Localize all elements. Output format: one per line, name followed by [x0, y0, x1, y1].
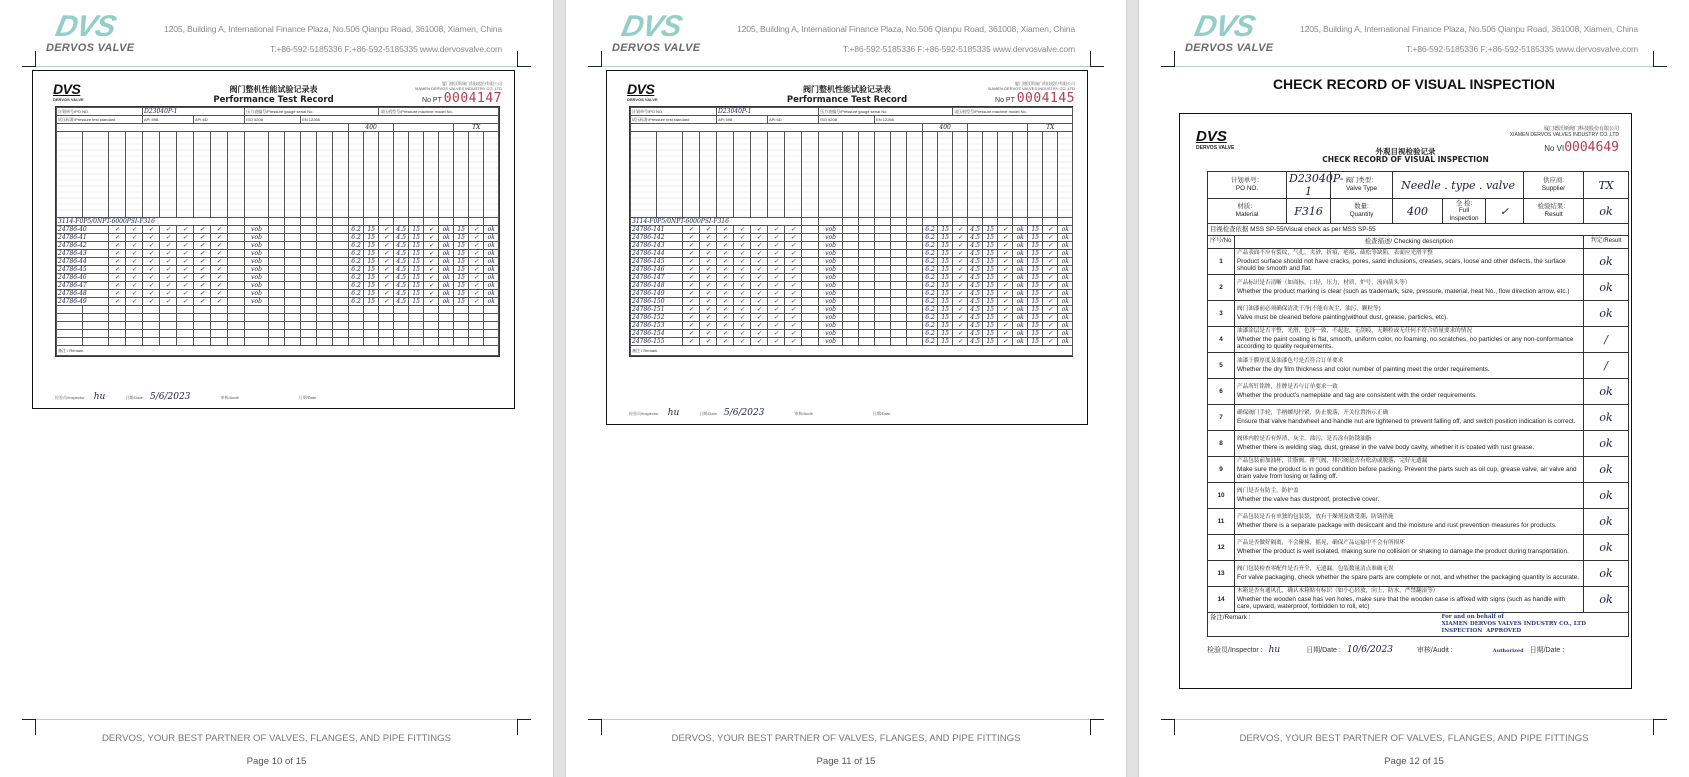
- table-row: 24786-150 ✓ ✓ ✓ ✓ ✓ ✓ ✓ vob 6.2 15 ✓ 4.5 15 ✓ ok 15 ✓ ok: [631, 298, 1073, 306]
- empty-row: [57, 306, 499, 314]
- standard-row: 试压标准/Pressure test standard API 598 API 6D ISO 5208 EN 12266: [631, 116, 1073, 124]
- po-value: D23040P-1: [717, 108, 819, 116]
- performance-test-record-scan: [32, 70, 515, 409]
- record-company: 厦门德沃斯阀门科技股份有限公司 XIAMEN DERVOS VALVES INDUSTRY CO.,LTD: [414, 81, 502, 91]
- footer-slogan: DERVOS, YOUR BEST PARTNER OF VALVES, FLANGES, AND PIPE FITTINGS: [1239, 733, 1589, 744]
- dervos-logo: DVS DERVOS VALVE: [612, 10, 701, 54]
- dervos-logo: DVS DERVOS VALVE: [46, 10, 135, 54]
- table-row: 24786-145 ✓ ✓ ✓ ✓ ✓ ✓ ✓ vob 6.2 15 ✓ 4.5 15 ✓ ok 15 ✓ ok: [631, 258, 1073, 266]
- checklist-item: 12 产品是否做好隔离，不会碰撞，摇晃，确保产品运输中不会有所损坏 Whether the product is well isolated, making sure no collision or shaking to damage the product during transportation. ok: [1208, 535, 1629, 561]
- visual-check-table: [1207, 171, 1629, 637]
- standard-option: ISO 5208: [245, 116, 301, 124]
- table-row: 24786-42 ✓ ✓ ✓ ✓ ✓ ✓ ✓ vob 6.2 15 ✓ 4.5 15 ✓ ok 15 ✓ ok: [57, 242, 499, 250]
- record-title: 阀门整机性能试验记录表 Performance Test Record: [786, 85, 908, 105]
- checklist-item: 9 产品包装前加油杯，注脂阀，排气阀，排污阀是否有松动或脱落，完好无遗漏 Make sure the product is in good condition before packing. Prevent the parts such as oil cup, grease valve, air valve and drain valve from losing or falling off. ok: [1208, 457, 1629, 483]
- record-title-zh: 外观目视检验记录: [1375, 147, 1436, 156]
- address-line: 1205, Building A, International Finance Plaza, No.506 Qianpu Road, 361008, Xiamen, China: [164, 24, 502, 34]
- checklist-item: 1 产品表面不应有裂纹，气孔，夹砂，折痕，疤痕，疏松等缺陷，表面应光滑平整 Product surface should not have cracks, pores, sand inclusions, creases, scars, loose and other defects, the surface should be smooth and flat. ok: [1208, 249, 1629, 275]
- standard-option: ISO 5208: [819, 116, 875, 124]
- visual-check-body: [1207, 171, 1628, 655]
- header-rule: [1175, 66, 1653, 67]
- page-number: Page 12 of 15: [1384, 756, 1444, 767]
- checklist-item: 8 阀体内腔是否有焊渣，灰尘，油污，是否涂有防锈油脂 Whether there is welding slag, dust, grease in the valve body cavity, whether it is coated with rust grease. ok: [1208, 431, 1629, 457]
- checklist-item: 13 阀门包装检查零配件是否齐全，无遗漏，包装数量清点准确无误 For valve packaging, check whether the spare parts are complete or not, and whether the packaging quantity is accurate. ok: [1208, 561, 1629, 587]
- header-rule: [36, 66, 517, 67]
- crop-mark: [22, 51, 36, 67]
- crop-mark: [588, 51, 602, 67]
- info-row: 材质： Material F316 数量: Quantity 400 全 检: Full Inspection ✓ 检验结果： Result ok: [1208, 199, 1629, 224]
- footer-rule: [1175, 719, 1653, 720]
- inspector-signature: hu: [1268, 645, 1281, 655]
- remark-row: 备注 / Remark: [631, 346, 1073, 356]
- crop-mark: [1653, 51, 1667, 67]
- table-row: 24786-43 ✓ ✓ ✓ ✓ ✓ ✓ ✓ vob 6.2 15 ✓ 4.5 15 ✓ ok 15 ✓ ok: [57, 250, 499, 258]
- item-result: ok: [1584, 509, 1629, 535]
- item-result: /: [1584, 327, 1629, 353]
- record-logo: DVS DERVOS VALVE: [53, 81, 84, 102]
- page-12: [1139, 0, 1689, 777]
- info-row: 计划单号： PO NO. D23040P-1 阀门类型： Valve Type Needle . type . valve 供应商: Supplier TX: [1208, 172, 1629, 199]
- crop-mark: [1090, 51, 1104, 67]
- column-headers: [631, 132, 1073, 218]
- record-number: No VI0004649: [1544, 140, 1619, 155]
- table-row: 24786-147 ✓ ✓ ✓ ✓ ✓ ✓ ✓ vob 6.2 15 ✓ 4.5 15 ✓ ok 15 ✓ ok: [631, 274, 1073, 282]
- checklist-item: 11 产品包装是否有单独的包装袋，放有干燥剂及做受潮，防锈措施 Whether there is a separate package with desiccant and the moisture and rust prevention measures for products. ok: [1208, 509, 1629, 535]
- footer-rule: [36, 719, 517, 720]
- record-title-en: CHECK RECORD OF VISUAL INSPECTION: [1322, 155, 1489, 164]
- header-row: 序号/No 检查描述/ Checking description 判定/Result: [1208, 236, 1629, 249]
- standard-option: API 598: [143, 116, 194, 124]
- table-row: 24786-143 ✓ ✓ ✓ ✓ ✓ ✓ ✓ vob 6.2 15 ✓ 4.5 15 ✓ ok 15 ✓ ok: [631, 242, 1073, 250]
- table-row: 24786-149 ✓ ✓ ✓ ✓ ✓ ✓ ✓ vob 6.2 15 ✓ 4.5 15 ✓ ok 15 ✓ ok: [631, 290, 1073, 298]
- empty-row: [57, 322, 499, 330]
- standard-option: EN 12266: [301, 116, 499, 124]
- footer-slogan: DERVOS, YOUR BEST PARTNER OF VALVES, FLANGES, AND PIPE FITTINGS: [671, 733, 1021, 744]
- item-result: ok: [1584, 587, 1629, 613]
- test-record-table: [629, 106, 1073, 357]
- checklist-item: 14 木箱是否有通风孔，确认木箱贴有标识（如小心轻放，向上，防水，严禁翻滚等） Whether the wooden case has ven holes, make sure that the wooden case is affixed with signs (such as handle with care, upward, waterproof, forbidden to roll, etc) ok: [1208, 587, 1629, 613]
- empty-row: [57, 330, 499, 338]
- page-11: [566, 0, 1126, 777]
- remark-row: 备注/Remark : For and on behalf of XIAMEN DERVOS VALVES INDUSTRY CO., LTD INSPECTION APPROVED: [1208, 613, 1629, 637]
- item-result: ok: [1584, 457, 1629, 483]
- item-result: ok: [1584, 249, 1629, 275]
- signature-row: 检验员/Inspector : hu 日期/Date : 10/6/2023 审核/Audit : Authorized 日期/Date :: [1207, 645, 1565, 655]
- item-result: ok: [1584, 535, 1629, 561]
- header-rule: [602, 66, 1090, 67]
- test-record-table: [55, 106, 500, 357]
- table-row: 24786-151 ✓ ✓ ✓ ✓ ✓ ✓ ✓ vob 6.2 15 ✓ 4.5 15 ✓ ok 15 ✓ ok: [631, 306, 1073, 314]
- table-row: 24786-48 ✓ ✓ ✓ ✓ ✓ ✓ ✓ vob 6.2 15 ✓ 4.5 15 ✓ ok 15 ✓ ok: [57, 290, 499, 298]
- visual-inspection-scan: [1179, 113, 1632, 689]
- table-row: 24786-152 ✓ ✓ ✓ ✓ ✓ ✓ ✓ vob 6.2 15 ✓ 4.5 15 ✓ ok 15 ✓ ok: [631, 314, 1073, 322]
- po-value: D23040P-1: [143, 108, 245, 116]
- signature-row: 检验员/Inspector hu 日期/Date 5/6/2023 审核/Audit 日期/Date: [629, 408, 891, 418]
- item-result: ok: [1584, 379, 1629, 405]
- contact-line: T:+86-592-5185336 F:+86-592-5185335 www.dervosvalve.com: [269, 44, 502, 54]
- page-number: Page 10 of 15: [246, 756, 307, 767]
- date-handwritten: 5/6/2023: [723, 408, 765, 418]
- standard-row: 试压标准/Pressure test standard API 598 API 6D ISO 5208 EN 12266: [57, 116, 499, 124]
- address-line: 1205, Building A, International Finance Plaza, No.506 Qianpu Road, 361008, Xiamen, China: [1300, 24, 1638, 34]
- record-company: 厦门德沃斯阀门科技股份有限公司 XIAMEN DERVOS VALVES INDUSTRY CO.,LTD: [987, 81, 1075, 91]
- crop-mark: [1161, 51, 1175, 67]
- table-row: 24786-153 ✓ ✓ ✓ ✓ ✓ ✓ ✓ vob 6.2 15 ✓ 4.5 15 ✓ ok 15 ✓ ok: [631, 322, 1073, 330]
- item-result: ok: [1584, 483, 1629, 509]
- batch-row: 3114-F0P5/0NPT-6000PSI-F316: [57, 218, 499, 226]
- checklist-item: 5 油漆干膜厚度及油漆色号是否符合订单要求 Whether the dry film thickness and color number of painting meet the order requirements. /: [1208, 353, 1629, 379]
- standard-option: EN 12266: [875, 116, 1073, 124]
- record-title: 阀门整机性能试验记录表 Performance Test Record: [213, 85, 334, 105]
- inspector-signature: hu: [93, 392, 106, 402]
- date-handwritten: 5/6/2023: [149, 392, 191, 402]
- po-row: 计划单号/PO NO. D23040P-1 压力表编号/Pressure gauge serial No. 试压机型号/Pressure machine model No.: [57, 108, 499, 116]
- table-row: 24786-155 ✓ ✓ ✓ ✓ ✓ ✓ ✓ vob 6.2 15 ✓ 4.5 15 ✓ ok 15 ✓ ok: [631, 338, 1073, 346]
- page-number: Page 11 of 15: [816, 756, 876, 767]
- crop-mark: [517, 51, 531, 67]
- remark-row: 备注 / Remark: [57, 346, 499, 356]
- table-row: 24786-44 ✓ ✓ ✓ ✓ ✓ ✓ ✓ vob 6.2 15 ✓ 4.5 15 ✓ ok 15 ✓ ok: [57, 258, 499, 266]
- page-10: [0, 0, 553, 777]
- contact-line: T:+86-592-5185336 F:+86-592-5185335 www.dervosvalve.com: [1405, 44, 1638, 54]
- checklist-item: 10 阀门是否有防尘，防护盖 Whether the valve has dustproof, protective cover. ok: [1208, 483, 1629, 509]
- qty-row: 400 TX: [631, 124, 1073, 132]
- po-row: 计划单号/PO NO. D23040P-1 压力表编号/Pressure gauge serial No. 试压机型号/Pressure machine model No.: [631, 108, 1073, 116]
- item-result: ok: [1584, 431, 1629, 457]
- checklist-item: 6 产品所钉铭牌，挂牌是否与订单要求一致 Whether the product's nameplate and tag are consistent with the order requirements. ok: [1208, 379, 1629, 405]
- table-row: 24786-141 ✓ ✓ ✓ ✓ ✓ ✓ ✓ vob 6.2 15 ✓ 4.5 15 ✓ ok 15 ✓ ok: [631, 226, 1073, 234]
- letterhead-address: [1300, 19, 1638, 59]
- page-gap: [553, 0, 566, 777]
- item-result: ok: [1584, 275, 1629, 301]
- contact-line: T:+86-592-5185336 F:+86-592-5185335 www.dervosvalve.com: [842, 44, 1075, 54]
- column-headers: [57, 132, 499, 218]
- item-result: /: [1584, 353, 1629, 379]
- table-row: 24786-144 ✓ ✓ ✓ ✓ ✓ ✓ ✓ vob 6.2 15 ✓ 4.5 15 ✓ ok 15 ✓ ok: [631, 250, 1073, 258]
- standard-option: API 6D: [768, 116, 819, 124]
- table-row: 24786-146 ✓ ✓ ✓ ✓ ✓ ✓ ✓ vob 6.2 15 ✓ 4.5 15 ✓ ok 15 ✓ ok: [631, 266, 1073, 274]
- table-row: 24786-46 ✓ ✓ ✓ ✓ ✓ ✓ ✓ vob 6.2 15 ✓ 4.5 15 ✓ ok 15 ✓ ok: [57, 274, 499, 282]
- table-row: 24786-47 ✓ ✓ ✓ ✓ ✓ ✓ ✓ vob 6.2 15 ✓ 4.5 15 ✓ ok 15 ✓ ok: [57, 282, 499, 290]
- basis-row: 目视检查依据 MSS SP-55/Visual check as per MSS SP-55: [1208, 224, 1629, 236]
- empty-row: [57, 338, 499, 346]
- record-number: No PT 0004145: [995, 91, 1075, 106]
- table-row: 24786-45 ✓ ✓ ✓ ✓ ✓ ✓ ✓ vob 6.2 15 ✓ 4.5 15 ✓ ok 15 ✓ ok: [57, 266, 499, 274]
- table-row: 24786-49 ✓ ✓ ✓ ✓ ✓ ✓ ✓ vob 6.2 15 ✓ 4.5 15 ✓ ok 15 ✓ ok: [57, 298, 499, 306]
- dervos-logo: DVS DERVOS VALVE: [1185, 10, 1274, 54]
- table-row: 24786-41 ✓ ✓ ✓ ✓ ✓ ✓ ✓ vob 6.2 15 ✓ 4.5 15 ✓ ok 15 ✓ ok: [57, 234, 499, 242]
- standard-option: API 6D: [194, 116, 245, 124]
- signature-row: 检验员/Inspector hu 日期/Date 5/6/2023 审核/Audit 日期/Date: [55, 392, 317, 402]
- standard-option: API 598: [717, 116, 768, 124]
- empty-row: [57, 314, 499, 322]
- letterhead-address: [164, 19, 502, 59]
- record-company: 厦门德沃斯阀门科技股份有限公司 XIAMEN DERVOS VALVES INDUSTRY CO.,LTD: [1509, 126, 1619, 138]
- page-gap: [1126, 0, 1139, 777]
- item-result: ok: [1584, 301, 1629, 327]
- table-row: 24786-40 ✓ ✓ ✓ ✓ ✓ ✓ ✓ vob 6.2 15 ✓ 4.5 15 ✓ ok 15 ✓ ok: [57, 226, 499, 234]
- checklist-item: 7 确保阀门手轮，手柄螺母拧紧，防止脱落，开关位置指示正确 Ensure that valve handwheel and handle nut are tightened to prevent falling off, and switch position indication is correct. ok: [1208, 405, 1629, 431]
- record-logo: DVS DERVOS VALVE: [627, 81, 658, 102]
- footer-rule: [602, 719, 1090, 720]
- footer-slogan: DERVOS, YOUR BEST PARTNER OF VALVES, FLANGES, AND PIPE FITTINGS: [101, 733, 451, 744]
- record-number: No PT 0004147: [422, 91, 502, 106]
- item-result: ok: [1584, 405, 1629, 431]
- checklist-item: 3 阀门油漆前必须确保清洗干净(不能有灰尘，油污，颗粒等) Valve must be cleaned before painting(without dust, grease, particles, etc). ok: [1208, 301, 1629, 327]
- document-title: CHECK RECORD OF VISUAL INSPECTION: [1272, 76, 1556, 92]
- checklist-item: 2 产品标识是否清晰（如商标，口径，压力，材质，炉号，流向箭头等） Whether the product marking is clear (such as trademark, size, pressure, material, heat No., flow direction arrow, etc.) ok: [1208, 275, 1629, 301]
- date-handwritten: 10/6/2023: [1346, 645, 1393, 655]
- qty-row: 400 TX: [57, 124, 499, 132]
- inspector-signature: hu: [667, 408, 680, 418]
- address-line: 1205, Building A, International Finance Plaza, No.506 Qianpu Road, 361008, Xiamen, China: [737, 24, 1075, 34]
- approval-stamp: For and on behalf of XIAMEN DERVOS VALVES INDUSTRY CO., LTD INSPECTION APPROVED: [1441, 614, 1587, 634]
- performance-test-record-scan: [606, 70, 1088, 425]
- record-logo: DVS DERVOS VALVE: [1196, 128, 1235, 151]
- letterhead-address: [737, 19, 1075, 59]
- batch-row: 3114-F0P5/0NPT-6000PSI-F316: [631, 218, 1073, 226]
- table-row: 24786-148 ✓ ✓ ✓ ✓ ✓ ✓ ✓ vob 6.2 15 ✓ 4.5 15 ✓ ok 15 ✓ ok: [631, 282, 1073, 290]
- checklist-item: 4 油漆涂层是否平整，光滑，色泽一致，不起泡，无刮痕，无颗粒或无任何不符合质量要求的情况 Whether the paint coating is flat, smooth, uniform color, no foaming, no scratches, no particles or any non-conformance according to quality requirements. /: [1208, 327, 1629, 353]
- table-row: 24786-154 ✓ ✓ ✓ ✓ ✓ ✓ ✓ vob 6.2 15 ✓ 4.5 15 ✓ ok 15 ✓ ok: [631, 330, 1073, 338]
- item-result: ok: [1584, 561, 1629, 587]
- table-row: 24786-142 ✓ ✓ ✓ ✓ ✓ ✓ ✓ vob 6.2 15 ✓ 4.5 15 ✓ ok 15 ✓ ok: [631, 234, 1073, 242]
